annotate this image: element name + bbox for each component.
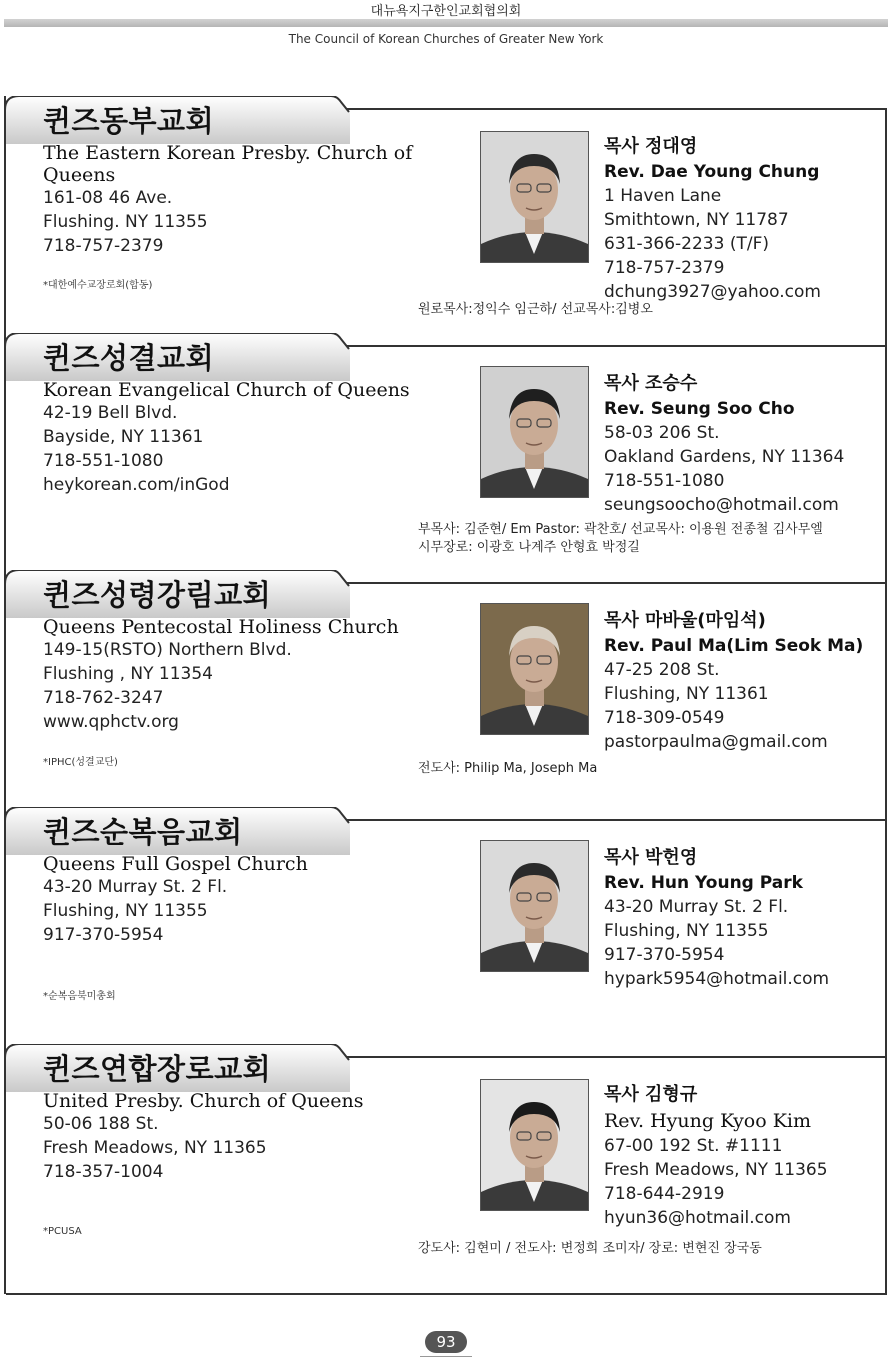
pastor-korean-title: 목사 조승수: [604, 373, 698, 394]
pastor-info-line: 718-644-2919: [604, 1184, 725, 1204]
church-info-line: 161-08 46 Ave.: [43, 188, 173, 208]
church-info-line: Bayside, NY 11361: [43, 427, 204, 447]
church-korean-name: 퀸즈성결교회: [43, 341, 215, 375]
denomination: *PCUSA: [43, 1226, 82, 1237]
staff-notes: [418, 301, 653, 319]
portrait-drawing: [481, 841, 588, 971]
pastor-info-line: seungsoocho@hotmail.com: [604, 495, 839, 515]
church-korean-name: 퀸즈연합장로교회: [43, 1052, 272, 1086]
church-korean-name: 퀸즈성령강림교회: [43, 578, 272, 612]
church-info-line: 50-06 188 St.: [43, 1114, 159, 1134]
church-info: [43, 616, 433, 734]
frame-left-border: [4, 96, 6, 1294]
church-korean-name: 퀸즈동부교회: [43, 104, 215, 138]
pastor-info-line: Smithtown, NY 11787: [604, 210, 789, 230]
pastor-info-line: pastorpaulma@gmail.com: [604, 732, 828, 752]
portrait-drawing: [481, 367, 588, 497]
church-info: [43, 853, 433, 947]
page-number: 93: [425, 1331, 467, 1353]
church-english-name: Queens Pentecostal Holiness Church: [43, 616, 399, 638]
pastor-english-name: Rev. Hun Young Park: [604, 873, 803, 893]
pastor-info-line: 718-551-1080: [604, 471, 725, 491]
church-info: [43, 379, 433, 497]
header-title-ko: 대뉴욕지구한인교회협의회: [370, 4, 522, 19]
pastor-info-line: dchung3927@yahoo.com: [604, 282, 821, 302]
pastor-info-line: hypark5954@hotmail.com: [604, 969, 830, 989]
church-english-name: Korean Evangelical Church of Queens: [43, 379, 410, 401]
church-english-name: Queens Full Gospel Church: [43, 853, 308, 875]
pastor-info-line: 67-00 192 St. #1111: [604, 1136, 783, 1156]
pastor-info-line: 917-370-5954: [604, 945, 725, 965]
staff-notes: [418, 521, 823, 557]
pastor-korean-title: 목사 김형규: [604, 1084, 698, 1105]
pastor-info-line: 631-366-2233 (T/F): [604, 234, 769, 254]
staff-note-line: 시무장로: 이광호 나계주 안형효 박정길: [418, 540, 640, 555]
pastor-english-name: Rev. Hyung Kyoo Kim: [604, 1110, 812, 1132]
staff-note-line: 원로목사:정익수 임근하/ 선교목사:김병오: [418, 302, 653, 317]
staff-note-line: 전도사: Philip Ma, Joseph Ma: [418, 761, 598, 776]
church-info-line: Fresh Meadows, NY 11365: [43, 1138, 267, 1158]
staff-notes: [418, 760, 597, 778]
pastor-info-line: 43-20 Murray St. 2 Fl.: [604, 897, 789, 917]
pastor-info: [604, 371, 874, 517]
church-info-line: Flushing, NY 11355: [43, 901, 208, 921]
pastor-english-name: Rev. Dae Young Chung: [604, 162, 820, 182]
church-english-name: The Eastern Korean Presby. Church of Queens: [43, 142, 413, 186]
church-name-tab: [5, 333, 350, 381]
staff-note-line: 부목사: 김준현/ Em Pastor: 곽찬호/ 선교목사: 이용원 전종철 김사무엘: [418, 522, 823, 537]
church-info-line: 718-762-3247: [43, 688, 164, 708]
pastor-info-line: hyun36@hotmail.com: [604, 1208, 791, 1228]
church-info-line: heykorean.com/inGod: [43, 475, 230, 495]
denomination: *순복음북미총회: [43, 991, 116, 1002]
pastor-info-line: 718-309-0549: [604, 708, 725, 728]
staff-note-line: 강도사: 김현미 / 전도사: 변정희 조미자/ 장로: 변현진 장국동: [418, 1241, 762, 1256]
pastor-info: [604, 845, 874, 991]
frame-bottom-border: [6, 1293, 887, 1295]
pastor-photo: [480, 131, 589, 263]
church-info-line: 149-15(RSTO) Northern Blvd.: [43, 640, 292, 660]
pastor-info-line: 58-03 206 St.: [604, 423, 720, 443]
pastor-korean-title: 목사 정대영: [604, 136, 698, 157]
staff-notes: [418, 1240, 762, 1258]
church-name-tab: [5, 570, 350, 618]
church-info-line: 42-19 Bell Blvd.: [43, 403, 178, 423]
pastor-info-line: Fresh Meadows, NY 11365: [604, 1160, 828, 1180]
page-number-underline: [420, 1356, 472, 1357]
pastor-english-name: Rev. Seung Soo Cho: [604, 399, 795, 419]
church-info-line: 718-551-1080: [43, 451, 164, 471]
portrait-drawing: [481, 132, 588, 262]
pastor-info-line: 718-757-2379: [604, 258, 725, 278]
church-korean-name: 퀸즈순복음교회: [43, 815, 243, 849]
church-info-line: www.qphctv.org: [43, 712, 179, 732]
portrait-drawing: [481, 1080, 588, 1210]
church-name-tab: [5, 807, 350, 855]
church-english-name: United Presby. Church of Queens: [43, 1090, 364, 1112]
church-name-tab: [5, 1044, 350, 1092]
church-name-tab: [5, 96, 350, 144]
church-info: [43, 1090, 433, 1184]
pastor-info: [604, 1082, 874, 1230]
frame-right-border: [885, 108, 887, 1294]
pastor-photo: [480, 366, 589, 498]
header-bar: [4, 19, 888, 27]
pastor-info-line: Oakland Gardens, NY 11364: [604, 447, 845, 467]
portrait-drawing: [481, 604, 588, 734]
pastor-english-name: Rev. Paul Ma(Lim Seok Ma): [604, 636, 864, 656]
denomination: *대한예수교장로회(합동): [43, 280, 153, 291]
pastor-photo: [480, 840, 589, 972]
church-info-line: Flushing , NY 11354: [43, 664, 213, 684]
church-info-line: 917-370-5954: [43, 925, 164, 945]
pastor-photo: [480, 603, 589, 735]
pastor-korean-title: 목사 박헌영: [604, 847, 698, 868]
pastor-info-line: 47-25 208 St.: [604, 660, 720, 680]
church-info: [43, 142, 433, 258]
pastor-info-line: 1 Haven Lane: [604, 186, 722, 206]
pastor-info-line: Flushing, NY 11355: [604, 921, 769, 941]
church-info-line: 718-357-1004: [43, 1162, 164, 1182]
church-info-line: 718-757-2379: [43, 236, 164, 256]
header-title-en: The Council of Korean Churches of Greater New York: [288, 32, 604, 46]
pastor-info: [604, 134, 874, 304]
denomination: *IPHC(성결교단): [43, 757, 118, 768]
pastor-photo: [480, 1079, 589, 1211]
pastor-info-line: Flushing, NY 11361: [604, 684, 769, 704]
church-info-line: Flushing. NY 11355: [43, 212, 208, 232]
church-info-line: 43-20 Murray St. 2 Fl.: [43, 877, 228, 897]
pastor-korean-title: 목사 마바울(마임석): [604, 610, 766, 631]
pastor-info: [604, 608, 874, 754]
